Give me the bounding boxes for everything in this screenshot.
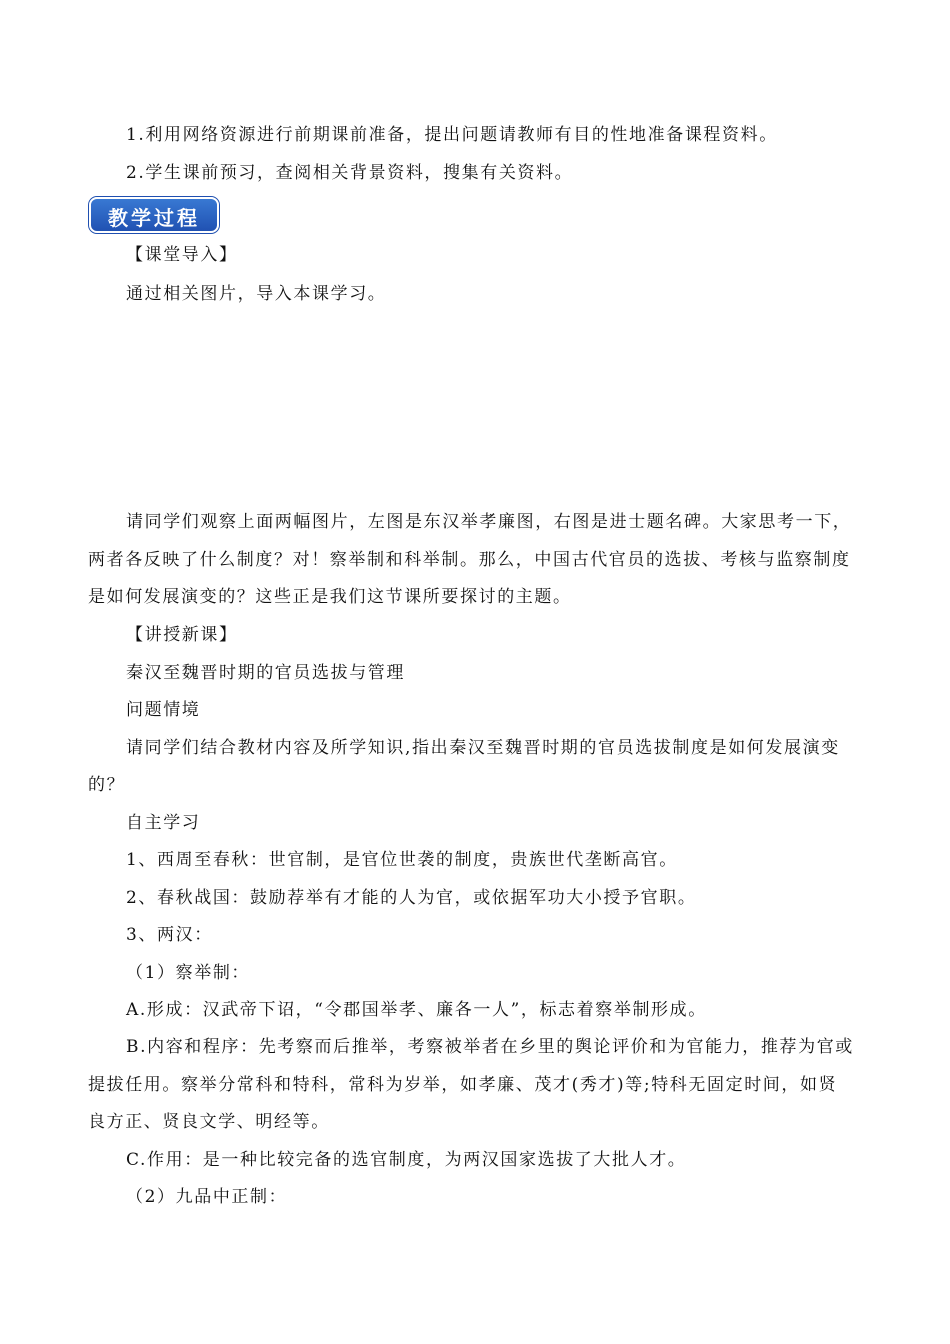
point-3: 3、两汉： — [126, 925, 213, 945]
point-1: 1、西周至春秋：世官制，是官位世袭的制度，贵族世代垄断高官。 — [126, 850, 678, 870]
problem-line-2: 的？ — [88, 775, 126, 795]
intro-paragraph-line-1: 请同学们观察上面两幅图片，左图是东汉举孝廉图，右图是进士题名碑。大家思考一下， — [126, 512, 852, 532]
item-b-line-1: B.内容和程序：先考察而后推举，考察被举者在乡里的舆论评价和为官能力，推荐为官或 — [126, 1037, 854, 1057]
intro-heading: 【课堂导入】 — [126, 245, 238, 265]
section-badge-label: 教学过程 — [108, 206, 200, 230]
intro-text: 通过相关图片，导入本课学习。 — [126, 284, 387, 304]
intro-paragraph-line-3: 是如何发展演变的？这些正是我们这节课所要探讨的主题。 — [88, 587, 572, 607]
problem-label: 问题情境 — [126, 700, 201, 720]
prep-item-2: 2.学生课前预习，查阅相关背景资料，搜集有关资料。 — [126, 163, 574, 183]
section-title: 秦汉至魏晋时期的官员选拔与管理 — [126, 663, 405, 683]
sub-point-1: （1）察举制： — [126, 963, 251, 983]
lesson-heading: 【讲授新课】 — [126, 625, 238, 645]
image-placeholder-area — [88, 325, 868, 490]
item-b-line-3: 良方正、贤良文学、明经等。 — [88, 1112, 330, 1132]
self-study-label: 自主学习 — [126, 813, 201, 833]
item-b-line-2: 提拔任用。察举分常科和特科，常科为岁举，如孝廉、茂才(秀才)等;特科无固定时间，如贤 — [88, 1075, 838, 1095]
prep-item-1: 1.利用网络资源进行前期课前准备，提出问题请教师有目的性地准备课程资料。 — [126, 125, 778, 145]
section-badge — [89, 197, 219, 233]
item-a: A.形成：汉武帝下诏，“令郡国举孝、廉各一人”，标志着察举制形成。 — [126, 1000, 707, 1020]
point-2: 2、春秋战国：鼓励荐举有才能的人为官，或依据军功大小授予官职。 — [126, 888, 697, 908]
item-c: C.作用：是一种比较完备的选官制度，为两汉国家选拔了大批人才。 — [126, 1150, 687, 1170]
sub-point-2: （2）九品中正制： — [126, 1187, 288, 1207]
problem-line-1: 请同学们结合教材内容及所学知识,指出秦汉至魏晋时期的官员选拔制度是如何发展演变 — [126, 738, 840, 758]
intro-paragraph-line-2: 两者各反映了什么制度？对！察举制和科举制。那么，中国古代官员的选拔、考核与监察制度 — [88, 550, 851, 570]
